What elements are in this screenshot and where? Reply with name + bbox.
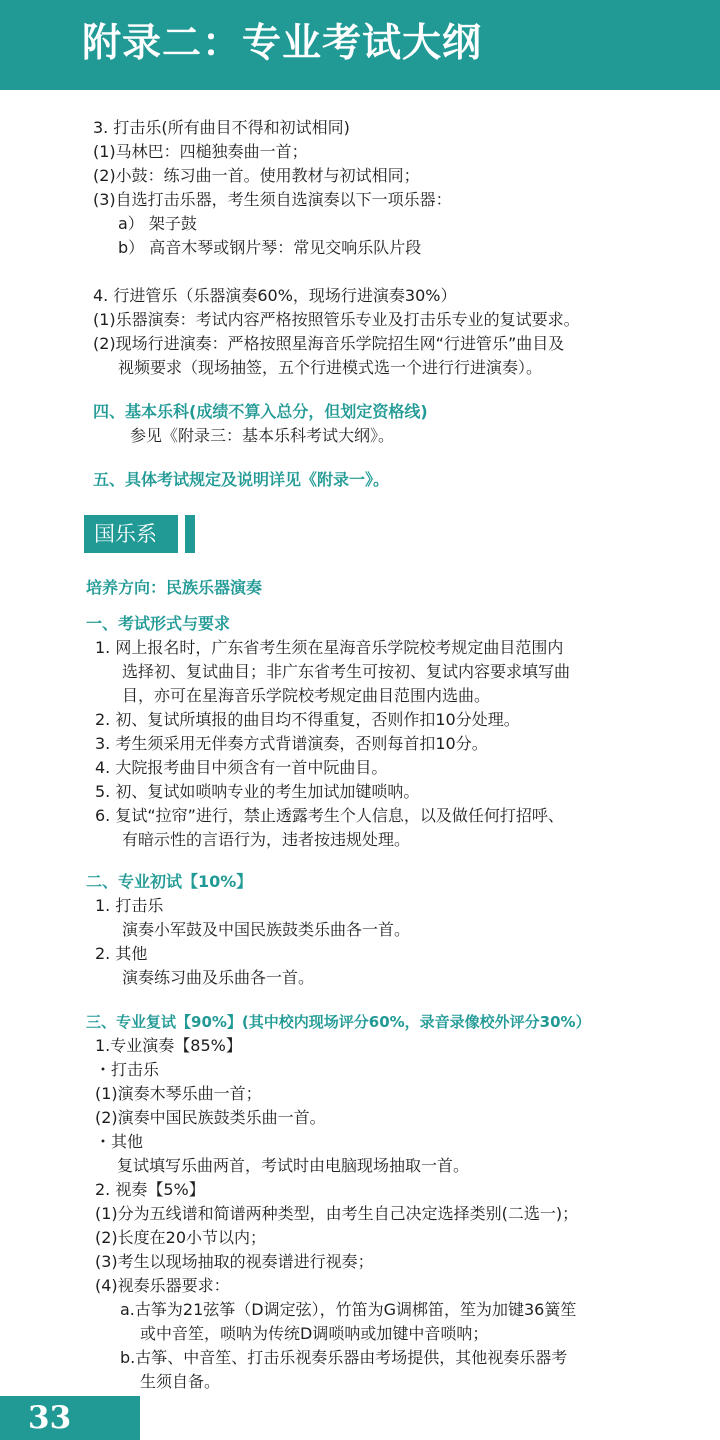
xylophone-option: b） 高音木琴或钢片琴：常见交响乐队片段 [118,238,422,257]
sight-item-4b: b.古筝、中音笙、打击乐视奏乐器由考场提供，其他视奏乐器考 [120,1348,568,1367]
bullet-percussion: ・打击乐 [95,1060,160,1079]
basic-theory-heading: 四、基本乐科(成绩不算入总分，但划定资格线) [93,402,428,421]
prelim-heading: 二、专业初试【10%】 [86,872,253,891]
exam-form-heading: 一、考试形式与要求 [86,614,231,633]
page-title: 附录二：专业考试大纲 [82,21,483,66]
percussion-item-2: (2)演奏中国民族鼓类乐曲一首。 [95,1108,326,1127]
requirement-4: 4. 大院报考曲目中须含有一首中阮曲目。 [95,758,388,777]
sight-item-4: (4)视奏乐器要求： [95,1276,230,1295]
marching-performance-item-cont: 视频要求（现场抽签，五个行进模式选一个进行行进演奏）。 [118,358,543,377]
requirement-1-cont: 选择初、复试曲目；非广东省考生可按初、复试内容要求填写曲 [122,662,571,681]
page-number-box [0,1396,140,1440]
snare-item: (2)小鼓：练习曲一首。使用教材与初试相同； [93,166,420,185]
prelim-item-1-desc: 演奏小军鼓及中国民族鼓类乐曲各一首。 [122,920,411,939]
page-number: 33 [28,1400,72,1436]
performance-heading: 1.专业演奏【85%】 [95,1036,242,1055]
sight-item-1: (1)分为五线谱和简谱两种类型，由考生自己决定选择类别(二选一)； [95,1204,579,1223]
bullet-other: ・其他 [95,1132,144,1151]
instrument-performance-item: (1)乐器演奏：考试内容严格按照管乐专业及打击乐专业的复试要求。 [93,310,580,329]
percussion-item-1: (1)演奏木琴乐曲一首； [95,1084,262,1103]
basic-theory-reference: 参见《附录三：基本乐科考试大纲》。 [130,426,395,445]
training-direction: 培养方向：民族乐器演奏 [86,578,263,597]
marching-heading: 4. 行进管乐（乐器演奏60%，现场行进演奏30%） [93,286,457,305]
requirement-6: 6. 复试“拉帘”进行，禁止透露考生个人信息，以及做任何打招呼、 [95,806,564,825]
sight-item-4a-cont: 或中音笙，唢呐为传统D调唢呐或加键中音唢呐； [140,1324,489,1343]
optional-instrument-item: (3)自选打击乐器，考生须自选演奏以下一项乐器： [93,190,452,209]
requirement-1-cont2: 目，亦可在星海音乐学院校考规定曲目范围内选曲。 [122,686,491,705]
header-bar [0,0,720,90]
drum-kit-option: a） 架子鼓 [118,214,197,233]
sight-item-4b-cont: 生须自备。 [140,1372,221,1391]
requirement-5: 5. 初、复试如唢呐专业的考生加试加键唢呐。 [95,782,420,801]
requirement-6-cont: 有暗示性的言语行为，违者按违规处理。 [122,830,411,849]
sight-item-4a: a.古筝为21弦筝（D调定弦），竹笛为G调梆笛，笙为加键36簧笙 [120,1300,577,1319]
marimba-item: (1)马林巴：四槌独奏曲一首； [93,142,308,161]
requirement-3: 3. 考生须采用无伴奏方式背谱演奏，否则每首扣10分。 [95,734,488,753]
retest-heading: 三、专业复试【90%】(其中校内现场评分60%，录音录像校外评分30%） [86,1013,591,1031]
requirement-2: 2. 初、复试所填报的曲目均不得重复，否则作扣10分处理。 [95,710,520,729]
department-label-text: 国乐系 [94,522,157,546]
sight-reading-heading: 2. 视奏【5%】 [95,1180,205,1199]
sight-item-2: (2)长度在20小节以内； [95,1228,267,1247]
prelim-item-1: 1. 打击乐 [95,896,164,915]
prelim-item-2: 2. 其他 [95,944,148,963]
department-label [84,515,178,553]
percussion-heading: 3. 打击乐(所有曲目不得和初试相同) [93,118,350,137]
requirement-1: 1. 网上报名时，广东省考生须在星海音乐学院校考规定曲目范围内 [95,638,564,657]
rules-reference-heading: 五、具体考试规定及说明详见《附录一》。 [93,470,390,489]
other-description: 复试填写乐曲两首，考试时由电脑现场抽取一首。 [117,1156,470,1175]
department-accent-bar [185,515,195,553]
prelim-item-2-desc: 演奏练习曲及乐曲各一首。 [122,968,315,987]
sight-item-3: (3)考生以现场抽取的视奏谱进行视奏； [95,1252,374,1271]
marching-performance-item: (2)现场行进演奏：严格按照星海音乐学院招生网“行进管乐”曲目及 [93,334,565,353]
